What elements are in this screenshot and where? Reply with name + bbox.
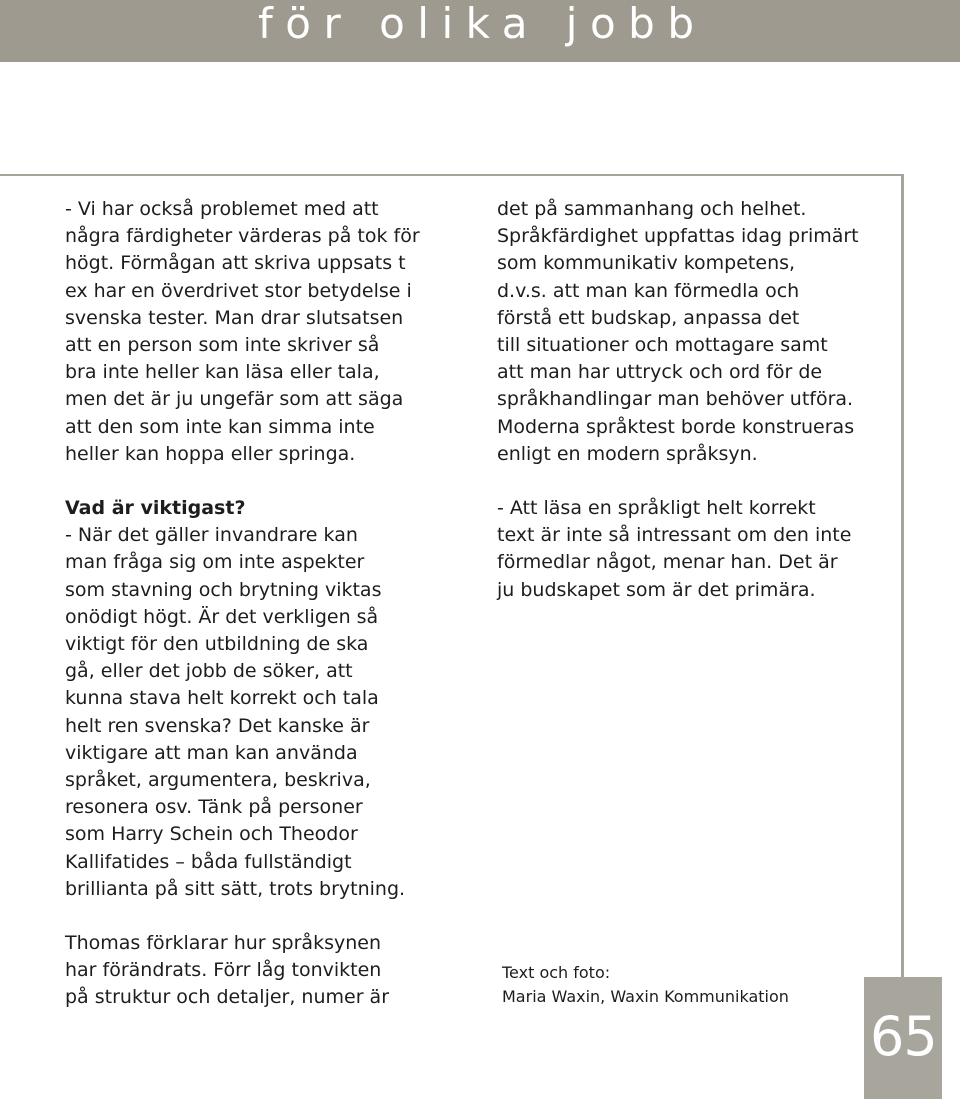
left-paragraph-3: Thomas förklarar hur språksynen har förändrats. Förr låg tonvikten på struktur och detaljer, numer är xyxy=(65,932,390,1009)
photo-credit xyxy=(502,961,789,1009)
header-band xyxy=(0,0,960,62)
page-number: 65 xyxy=(870,1005,937,1068)
frame-right-rule xyxy=(901,174,904,978)
page-title: för olika jobb xyxy=(258,0,707,48)
right-paragraph-1: det på sammanhang och helhet. Språkfärdighet uppfattas idag primärt som kommunikativ kompetens, d.v.s. att man kan förmedla och förstå ett budskap, anpassa det till situationer och mottagare samt att man har uttryck och ord för de språkhandlingar man behöver utföra. Moderna språktest borde konstrueras enligt en modern språksyn. xyxy=(497,198,859,465)
left-paragraph-1: - Vi har också problemet med att några färdigheter värderas på tok för högt. Förmågan att skriva uppsats t ex har en överdrivet stor betydelse i svenska tester. Man drar slutsatsen att en person som inte skriver så bra inte heller kan läsa eller tala, men det är ju ungefär som att säga att den som inte kan simma inte heller kan hoppa eller springa. xyxy=(65,198,420,465)
right-column xyxy=(497,196,897,604)
left-column xyxy=(65,196,445,1012)
frame-top-rule xyxy=(0,174,904,176)
left-paragraph-2: - När det gäller invandrare kan man fråga sig om inte aspekter som stavning och brytning viktas onödigt högt. Är det verkligen så viktigt för den utbildning de ska gå, eller det jobb de söker, att kunna stava helt korrekt och tala helt ren svenska? Det kanske är viktigare att man kan använda språket, argumentera, beskriva, resonera osv. Tänk på personer som Harry Schein och Theodor Kallifatides – båda fullständigt brillianta på sitt sätt, trots brytning. xyxy=(65,524,406,900)
credit-label: Text och foto: xyxy=(502,963,611,982)
section-heading: Vad är viktigast? xyxy=(65,497,246,520)
credit-name: Maria Waxin, Waxin Kommunikation xyxy=(502,987,789,1006)
right-paragraph-2: - Att läsa en språkligt helt korrekt text är inte så intressant om den inte förmedlar något, menar han. Det är ju budskapet som är det primära. xyxy=(497,497,852,601)
